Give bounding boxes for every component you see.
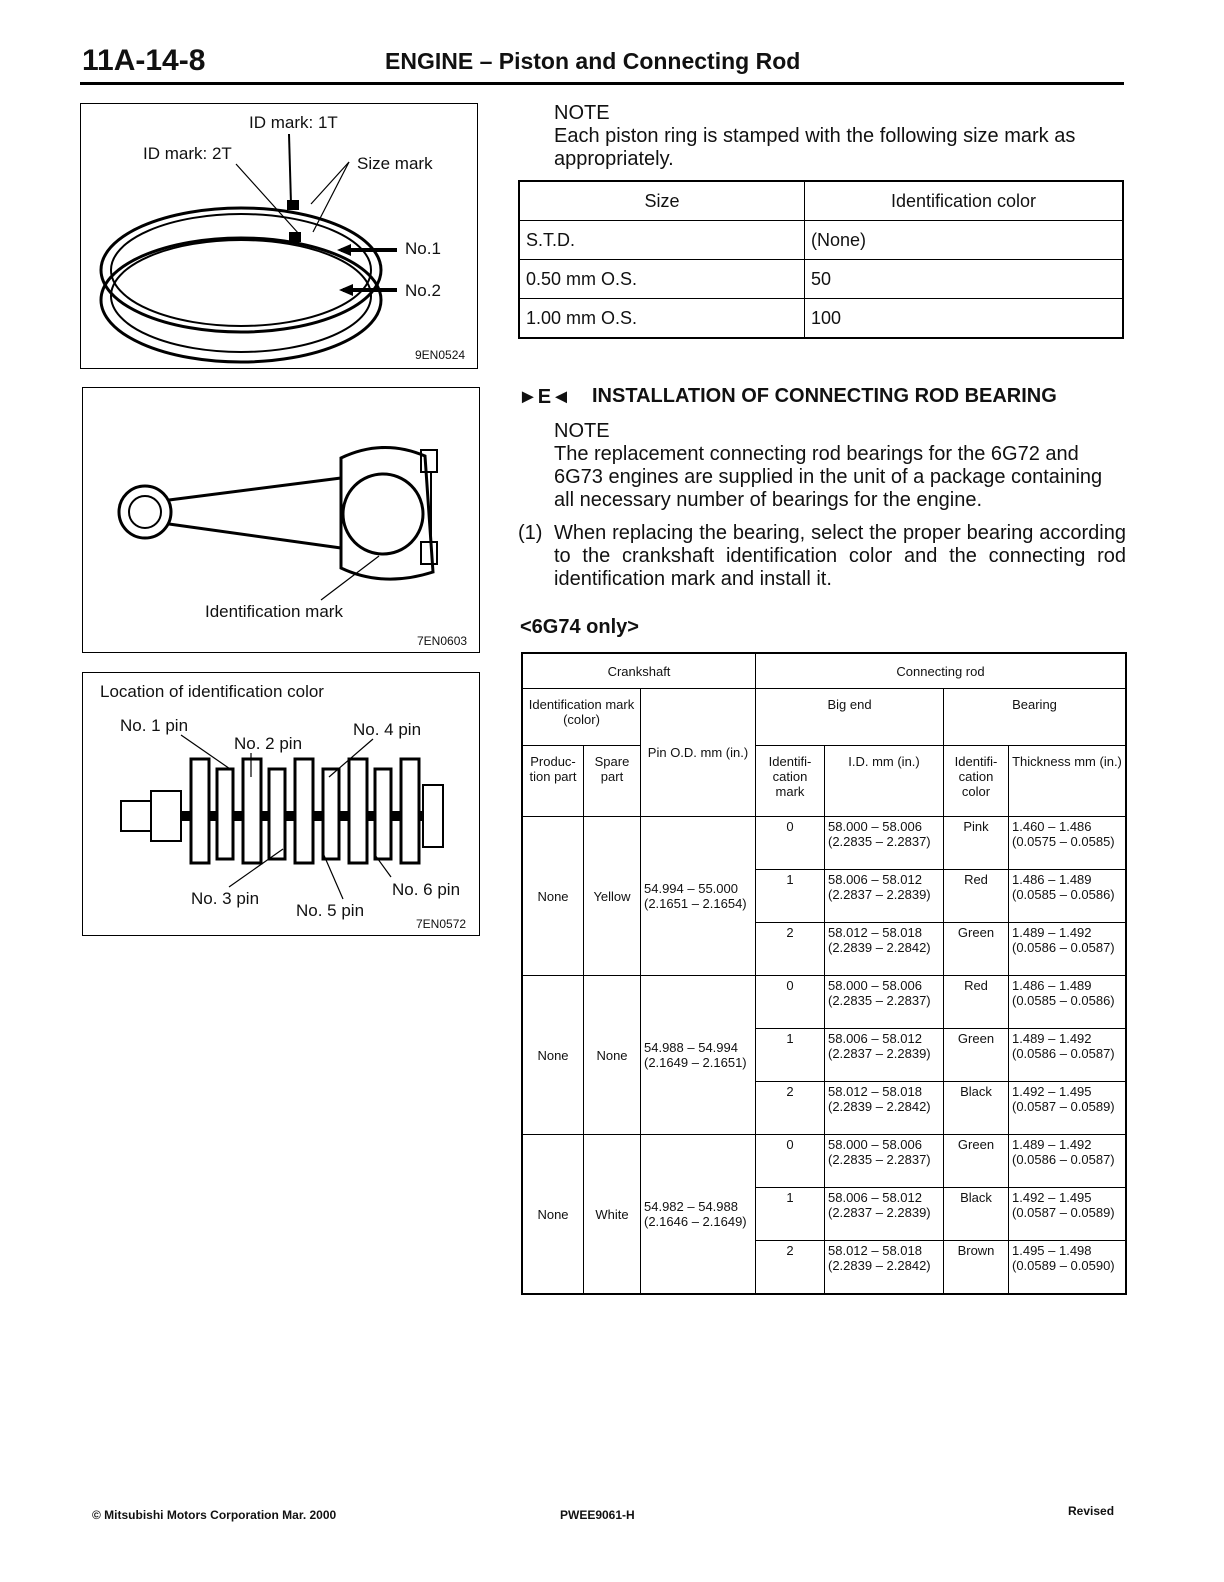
arrow-right-icon: ► [518,386,538,408]
figure-crankshaft [82,672,480,936]
label-id-mark-1t: ID mark: 1T [249,113,338,132]
footer-copyright: © Mitsubishi Motors Corporation Mar. 2000 [92,1508,337,1522]
big-end-mark-cell: 2 [756,1241,825,1295]
label-identification-mark: Identification mark [205,602,343,621]
label-ring-no1: No.1 [405,239,441,258]
big-end-diameter-header: I.D. mm (in.) [825,746,944,817]
bearing-color-cell: Green [944,1135,1009,1188]
bearing-color-cell: Green [944,923,1009,976]
pin-od-cell: 54.988 – 54.994 (2.1649 – 2.1651) [641,976,756,1135]
big-end-mark-cell: 0 [756,976,825,1029]
big-end-id-header: Identifi- cation mark [756,746,825,817]
bearing-thickness-cell: 1.495 – 1.498 (0.0589 – 0.0590) [1009,1241,1127,1295]
table-row [522,1135,1126,1188]
label-pin1: No. 1 pin [120,716,189,735]
production-part-cell: None [522,1135,584,1295]
size-cell: 0.50 mm O.S. [519,260,805,299]
bearing-thickness-cell: 1.486 – 1.489 (0.0585 – 0.0586) [1009,976,1127,1029]
production-part-cell: None [522,976,584,1135]
header-rule [80,82,1124,85]
spare-part-cell: Yellow [584,817,641,976]
big-end-mark-cell: 1 [756,870,825,923]
table-row [522,817,1126,870]
piston-rings-drawing [81,104,477,368]
production-part-cell: None [522,817,584,976]
big-end-mark-cell: 2 [756,1082,825,1135]
label-location-title: Location of identification color [100,682,324,701]
bearing-thickness-cell: 1.492 – 1.495 (0.0587 – 0.0589) [1009,1082,1127,1135]
step-text: When replacing the bearing, select the proper bearing according to the crankshaft identification color and the connecting rod identification mark and install it. [554,522,1126,590]
bearing-thickness-cell: 1.460 – 1.486 (0.0575 – 0.0585) [1009,817,1127,870]
big-end-header: Big end [756,689,944,746]
bearing-color-cell: Black [944,1188,1009,1241]
label-pin2: No. 2 pin [234,734,303,753]
figure-code: 9EN0524 [415,348,466,362]
table-row [519,221,1123,260]
big-end-id-cell: 58.006 – 58.012 (2.2837 – 2.2839) [825,1029,944,1082]
size-header: Size [519,181,805,221]
page-title: ENGINE – Piston and Connecting Rod [385,48,801,74]
big-end-id-cell: 58.000 – 58.006 (2.2835 – 2.2837) [825,1135,944,1188]
bearing-thickness-cell: 1.489 – 1.492 (0.0586 – 0.0587) [1009,1135,1127,1188]
label-ring-no2: No.2 [405,281,441,300]
bearing-color-cell: Brown [944,1241,1009,1295]
bearing-thickness-header: Thickness mm (in.) [1009,746,1127,817]
figure-code: 7EN0572 [416,917,467,931]
connecting-rod-header: Connecting rod [756,653,1127,689]
bearing-thickness-cell: 1.492 – 1.495 (0.0587 – 0.0589) [1009,1188,1127,1241]
size-cell: S.T.D. [519,221,805,260]
section-title: INSTALLATION OF CONNECTING ROD BEARING [592,385,1057,407]
color-cell: (None) [805,221,1124,260]
big-end-id-cell: 58.006 – 58.012 (2.2837 – 2.2839) [825,1188,944,1241]
arrow-left-icon: ◄ [551,386,571,408]
table-row [522,976,1126,1029]
note-text: Each piston ring is stamped with the following size mark as appropriately. [554,125,1076,170]
big-end-mark-cell: 2 [756,923,825,976]
label-id-mark-2t: ID mark: 2T [143,144,232,163]
step-number: (1) [518,522,543,544]
big-end-mark-cell: 1 [756,1188,825,1241]
big-end-id-cell: 58.006 – 58.012 (2.2837 – 2.2839) [825,870,944,923]
footer-status: Revised [1068,1504,1115,1518]
big-end-mark-cell: 1 [756,1029,825,1082]
big-end-mark-cell: 0 [756,1135,825,1188]
big-end-id-cell: 58.012 – 58.018 (2.2839 – 2.2842) [825,1241,944,1295]
big-end-id-cell: 58.000 – 58.006 (2.2835 – 2.2837) [825,976,944,1029]
spare-part-cell: White [584,1135,641,1295]
label-pin4: No. 4 pin [353,720,422,739]
spare-part-cell: None [584,976,641,1135]
color-header: Identification color [805,181,1124,221]
big-end-mark-cell: 0 [756,817,825,870]
bearing-id-header: Identifi- cation color [944,746,1009,817]
production-part-header: Produc- tion part [522,746,584,817]
table-row [519,299,1123,339]
table-row [519,260,1123,299]
figure-piston-rings [80,103,478,369]
big-end-id-cell: 58.000 – 58.006 (2.2835 – 2.2837) [825,817,944,870]
label-pin3: No. 3 pin [191,889,260,908]
bearing-color-cell: Green [944,1029,1009,1082]
label-pin6: No. 6 pin [392,880,461,899]
bearing-header: Bearing [944,689,1127,746]
section-note-heading: NOTE [554,420,610,442]
id-mark-header: Identification mark (color) [522,689,641,746]
size-mark-table [518,180,1124,339]
bearing-color-cell: Pink [944,817,1009,870]
bearing-color-cell: Red [944,976,1009,1029]
big-end-id-cell: 58.012 – 58.018 (2.2839 – 2.2842) [825,923,944,976]
figure-connecting-rod [82,387,480,653]
bearing-thickness-cell: 1.489 – 1.492 (0.0586 – 0.0587) [1009,923,1127,976]
color-cell: 100 [805,299,1124,339]
subheading-6g74: <6G74 only> [520,616,639,638]
pin-od-cell: 54.982 – 54.988 (2.1646 – 2.1649) [641,1135,756,1295]
pin-od-header: Pin O.D. mm (in.) [641,689,756,817]
figure-code: 7EN0603 [417,634,468,648]
note-heading: NOTE [554,102,610,124]
spare-part-header: Spare part [584,746,641,817]
label-pin5: No. 5 pin [296,901,365,920]
bearing-thickness-cell: 1.486 – 1.489 (0.0585 – 0.0586) [1009,870,1127,923]
big-end-id-cell: 58.012 – 58.018 (2.2839 – 2.2842) [825,1082,944,1135]
page-number: 11A-14-8 [82,44,206,77]
label-size-mark: Size mark [357,154,433,173]
bearing-color-cell: Red [944,870,1009,923]
footer-doc-code: PWEE9061-H [560,1508,635,1522]
crankshaft-header: Crankshaft [522,653,756,689]
color-cell: 50 [805,260,1124,299]
section-marker: ►E◄ [518,386,571,408]
section-note-text: The replacement connecting rod bearings for the 6G72 and 6G73 engines are supplied in the unit of a package containing all necessary number of bearings for the engine. [554,443,1103,511]
bearing-selection-table [521,652,1127,1295]
bearing-thickness-cell: 1.489 – 1.492 (0.0586 – 0.0587) [1009,1029,1127,1082]
size-cell: 1.00 mm O.S. [519,299,805,339]
pin-od-cell: 54.994 – 55.000 (2.1651 – 2.1654) [641,817,756,976]
bearing-color-cell: Black [944,1082,1009,1135]
